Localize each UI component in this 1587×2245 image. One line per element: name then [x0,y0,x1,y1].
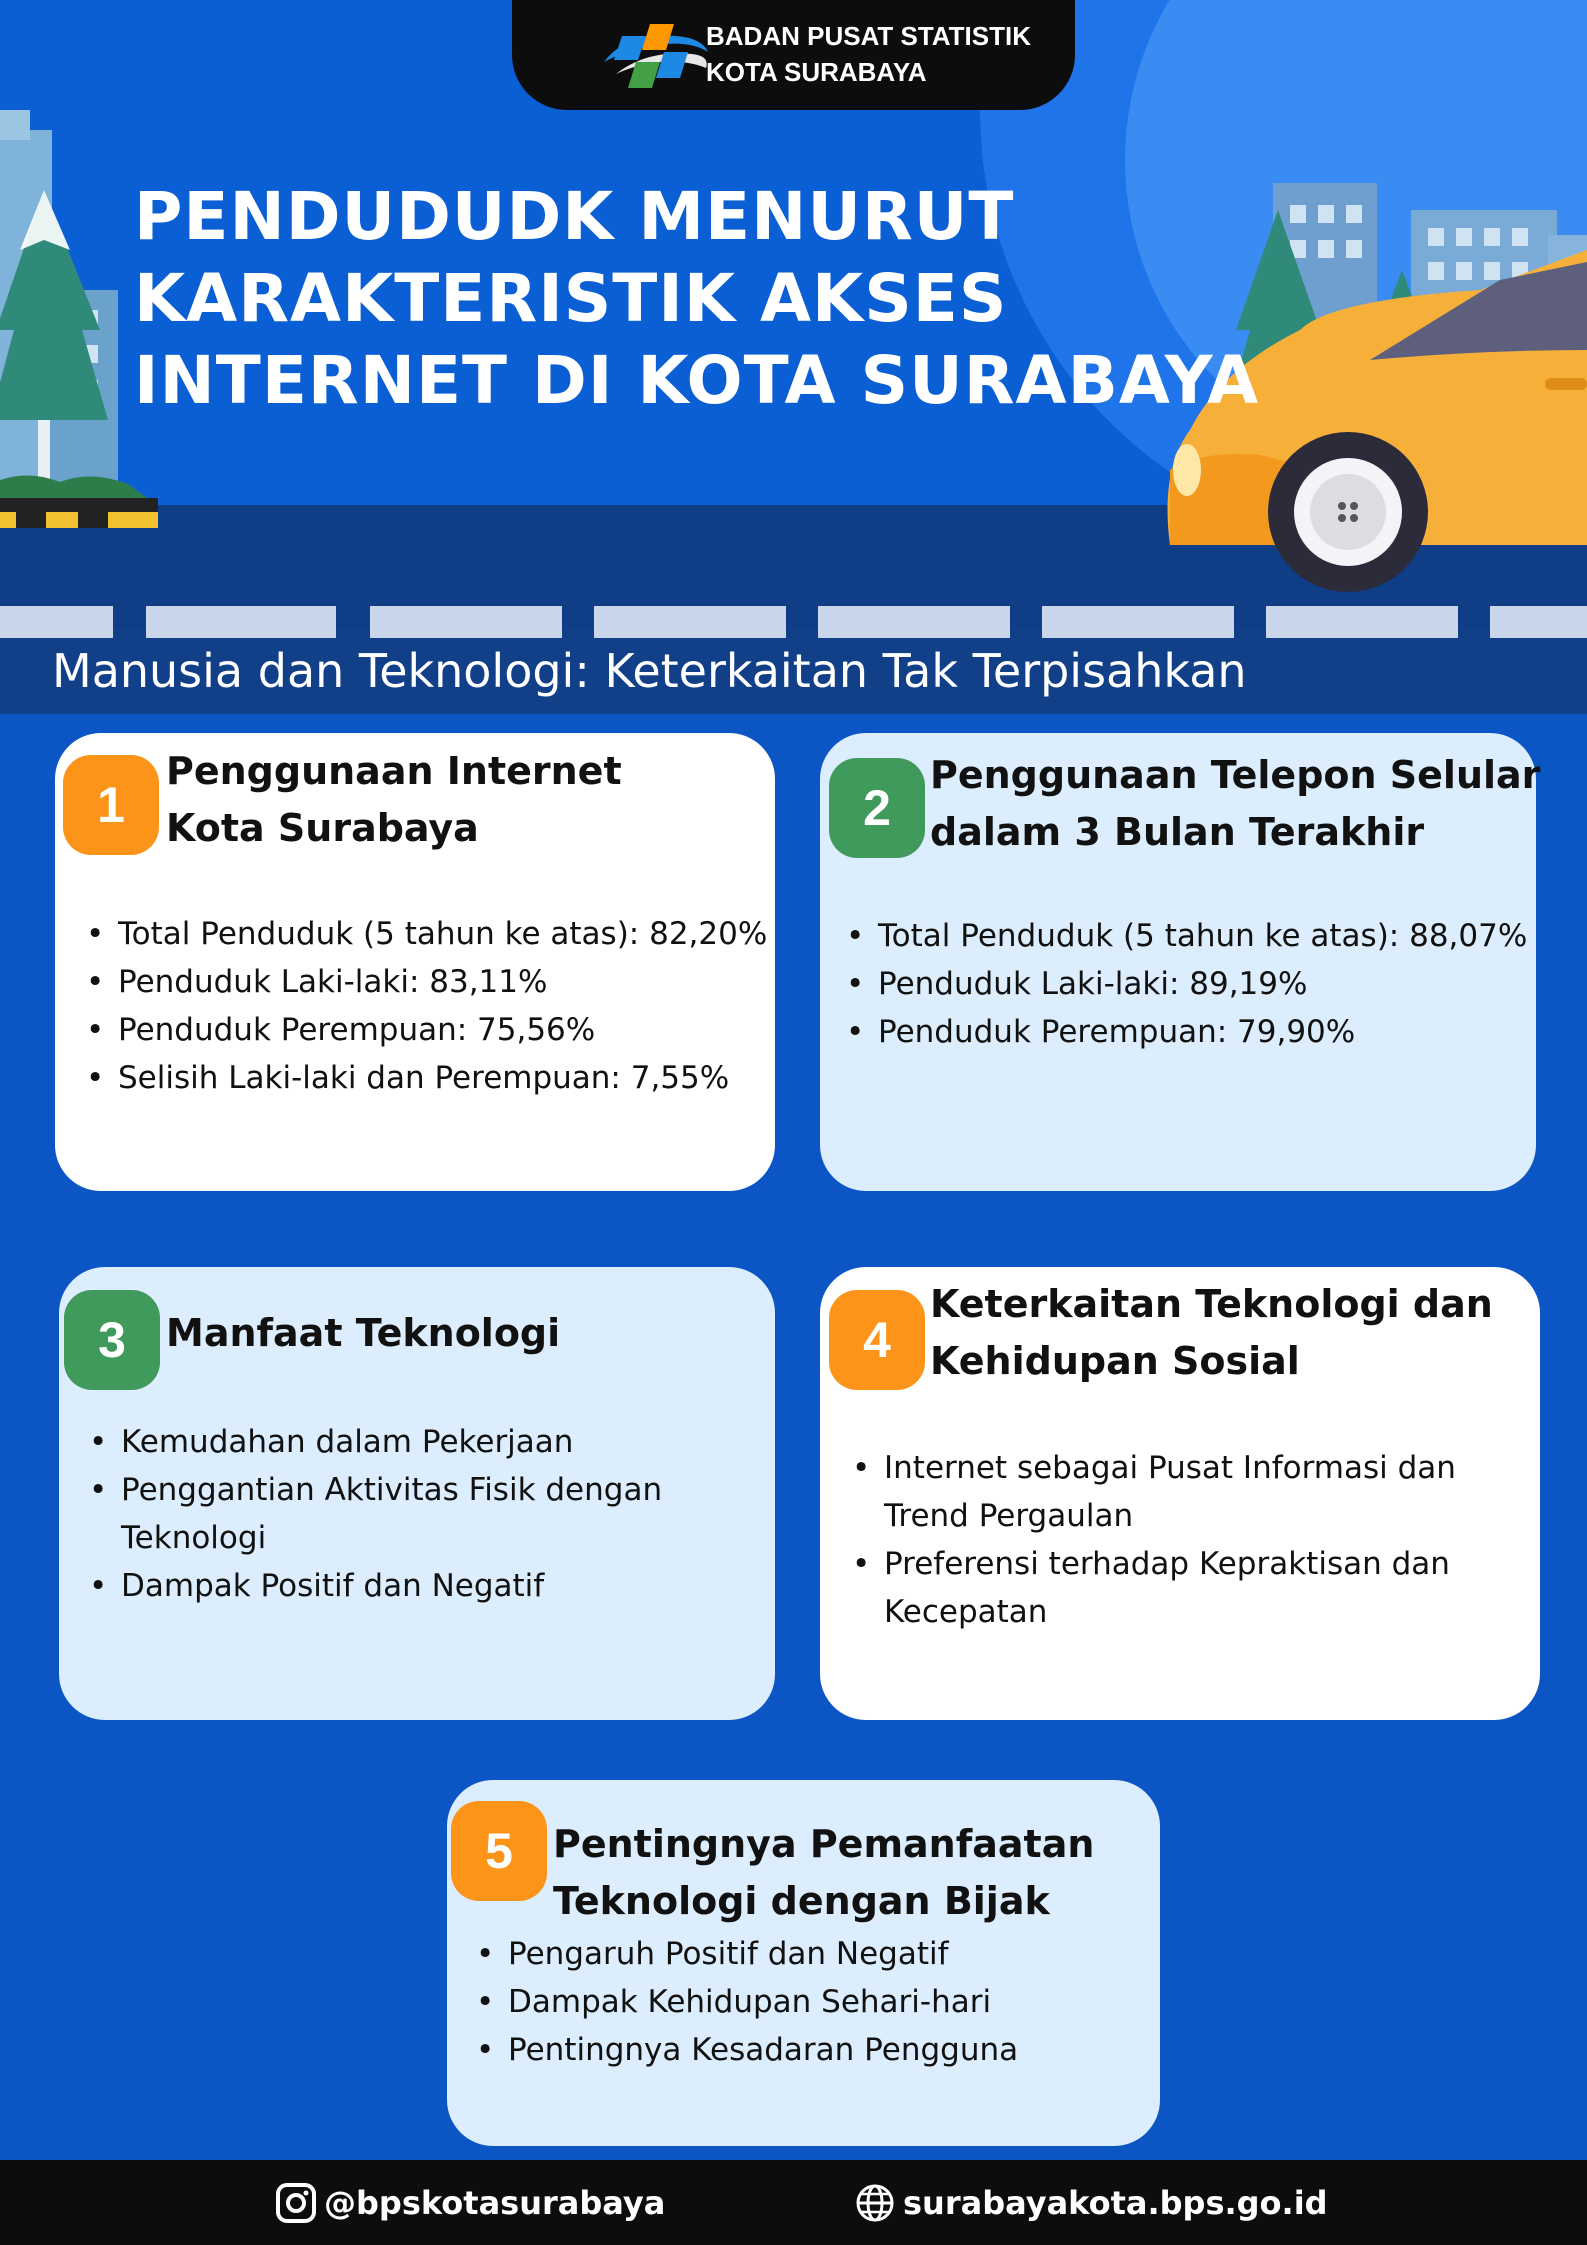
card-title [930,747,1540,861]
list-item: • Internet sebagai Pusat Informasi dan [852,1444,1456,1492]
card-list [86,910,767,1102]
list-item: • Penduduk Laki-laki: 83,11% [86,958,767,1006]
card-title-line: Penggunaan Internet [166,749,622,793]
list-item: • Penduduk Laki-laki: 89,19% [846,960,1527,1008]
card-list [476,1930,1018,2074]
card-title-line: Kota Surabaya [166,806,479,850]
list-item: • Kemudahan dalam Pekerjaan [89,1418,662,1466]
org-name [706,18,1031,90]
instagram-icon [276,2183,316,2223]
list-item-continuation: Trend Pergaulan [884,1498,1134,1534]
list-item: • Penggantian Aktivitas Fisik dengan [89,1466,662,1514]
card-number-badge: 2 [829,758,925,858]
list-item: • Dampak Positif dan Negatif [89,1562,662,1610]
list-item: • Preferensi terhadap Kepraktisan dan [852,1540,1456,1588]
card-title-line: Pentingnya Pemanfaatan [553,1822,1095,1866]
bps-logo-icon [596,14,714,92]
list-item: • Selisih Laki-laki dan Perempuan: 7,55% [86,1054,767,1102]
card-title [930,1276,1493,1390]
org-name-line: BADAN PUSAT STATISTIK [706,21,1031,51]
list-item: • Total Penduduk (5 tahun ke atas): 82,20% [86,910,767,958]
list-item: • Dampak Kehidupan Sehari-hari [476,1978,1018,2026]
card-number-badge: 4 [829,1290,925,1390]
card-title [166,743,622,857]
card-list [89,1418,662,1610]
card-number-badge: 3 [64,1290,160,1390]
card-title-line: Penggunaan Telepon Selular [930,753,1541,797]
list-item-continuation: Kecepatan [884,1594,1048,1630]
card-title-line: Manfaat Teknologi [166,1311,561,1355]
list-item [852,1492,1456,1540]
left-curb-illustration [0,475,158,528]
footer [0,2160,1587,2245]
list-item: • Penduduk Perempuan: 75,56% [86,1006,767,1054]
list-item [852,1588,1456,1636]
card-list [852,1444,1456,1636]
globe-icon [855,2183,895,2223]
list-item: • Pentingnya Kesadaran Pengguna [476,2026,1018,2074]
org-name-line: KOTA SURABAYA [706,57,927,87]
title-line: INTERNET DI KOTA SURABAYA [134,342,1260,419]
card-title-line: Keterkaitan Teknologi dan [930,1282,1493,1326]
card-title-line: Kehidupan Sosial [930,1339,1300,1383]
card-number-badge: 5 [451,1801,547,1901]
list-item [89,1514,662,1562]
instagram-handle: @bpskotasurabaya [324,2184,666,2222]
title-line: PENDUDUDK MENURUT [134,178,1015,255]
card-title-line: Teknologi dengan Bijak [553,1879,1050,1923]
list-item: • Total Penduduk (5 tahun ke atas): 88,07% [846,912,1527,960]
website-url: surabayakota.bps.go.id [903,2184,1328,2222]
card-title [166,1305,560,1362]
card-list [846,912,1527,1056]
list-item: • Pengaruh Positif dan Negatif [476,1930,1018,1978]
page-title [134,176,1259,422]
list-item-continuation: Teknologi [121,1520,267,1556]
title-line: KARAKTERISTIK AKSES [134,260,1008,337]
card-title-line: dalam 3 Bulan Terakhir [930,810,1425,854]
page-subtitle: Manusia dan Teknologi: Keterkaitan Tak Terpisahkan [52,644,1247,698]
lane-markings [0,606,1587,638]
list-item: • Penduduk Perempuan: 79,90% [846,1008,1527,1056]
card-number-badge: 1 [63,755,159,855]
card-title [553,1816,1094,1930]
